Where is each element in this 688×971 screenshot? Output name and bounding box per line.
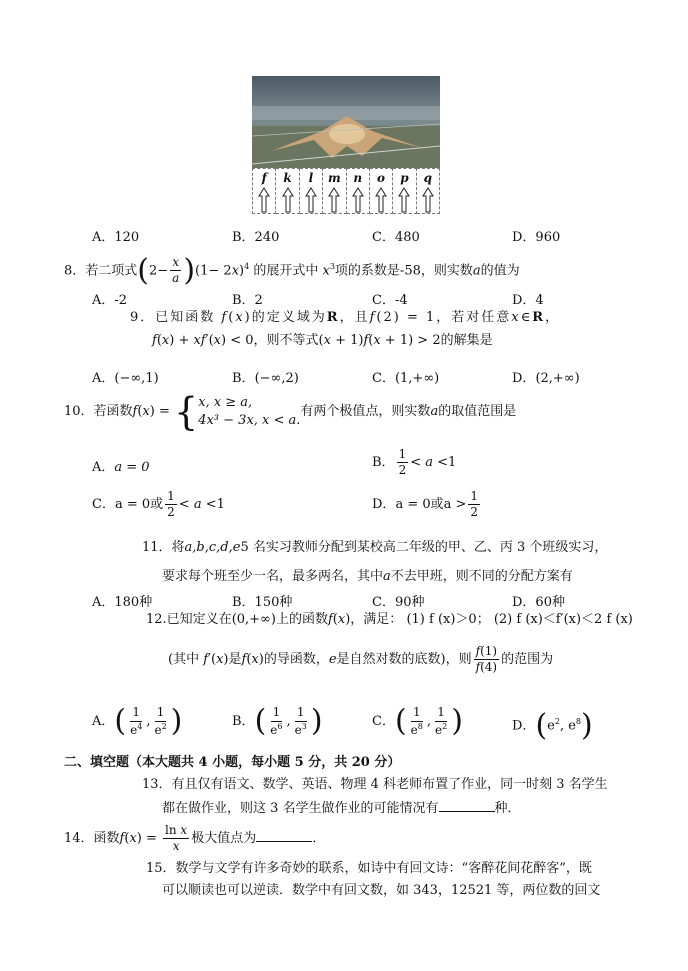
q9-r: R [326, 310, 340, 325]
up-arrow-icon [352, 187, 364, 213]
q10-text: 的取值范围是 [438, 404, 517, 419]
up-arrow-icon [328, 187, 340, 213]
up-arrow-icon [282, 187, 294, 213]
slot-letter: f [261, 171, 267, 185]
q11-option-b: B．150种 [232, 595, 293, 610]
q9-option-a: A．(−∞,1) [92, 371, 159, 386]
q11-option-d: D．60种 [512, 595, 565, 610]
q9-stem-line2: f(x) + xf′(x) < 0，则不等式(x + 1)f(x + 1) > 2的解集是 [152, 333, 493, 348]
q10-option-a: A．a = 0 [92, 460, 150, 475]
q9-text: ，且 [339, 310, 370, 325]
up-arrow-icon [375, 187, 387, 213]
q10-number: 10．若函数 [64, 404, 133, 419]
slot-letter: p [400, 171, 409, 185]
q9-option-c: C．(1,+∞) [372, 371, 440, 386]
q9-text: ，若对任意 [436, 310, 512, 325]
slot-letter: n [353, 171, 363, 185]
slot-row [252, 168, 440, 214]
q13-line1: 13．有且仅有语文、数学、英语、物理 4 科老师布置了作业，同一时刻 3 名学生 [142, 777, 608, 792]
slot [276, 168, 299, 214]
slot-letter: q [423, 171, 432, 185]
q7-option-a: A．120 [92, 230, 140, 245]
q11-stem-line2: 要求每个班至少一名，最多两名，其中a不去甲班，则不同的分配方案有 [162, 569, 573, 584]
q7-option-b: B．240 [232, 230, 280, 245]
up-arrow-icon [422, 187, 434, 213]
slot-letter: l [308, 171, 314, 185]
q9-number: 9．已知函数 [130, 310, 216, 325]
q7-option-c: C．480 [372, 230, 420, 245]
q8-option-c: C．-4 [372, 293, 408, 308]
q12-option-b: B．( $\frac{1}{e^6}$ , $\frac{1}{e^3}$ ) [232, 703, 323, 739]
q12-stem-line1: 12.已知定义在(0,+∞)上的函数f(x)，满足： (1) f (x)＞0； (2) f (x)＜f′(x)＜2 f (x) [146, 612, 633, 627]
q10-option-b: B． $\frac{1}{2}$ < a <1 [372, 447, 457, 478]
q14-stem: 14．函数f(x) = $\frac{\text{ln x}}{x}$ 极大值点为 ． [64, 822, 326, 853]
q11-option-c: C．90种 [372, 595, 425, 610]
up-arrow-icon [258, 187, 270, 213]
q8-text: 的值为 [480, 263, 520, 279]
slot [347, 168, 370, 214]
answer-blank[interactable] [256, 830, 312, 842]
q10-case2: 4x³ − 3x, x < a. [198, 412, 301, 428]
up-arrow-icon [305, 187, 317, 213]
q9-option-b: B．(−∞,2) [232, 371, 299, 386]
slot [370, 168, 393, 214]
q9-text: ， [545, 310, 561, 325]
q9-text: 的解集是 [440, 333, 493, 348]
q11-option-a: A．180种 [92, 595, 153, 610]
slot [323, 168, 346, 214]
section-title: 二、填空题（本大题共 4 小题，每小题 5 分，共 20 分） [64, 755, 401, 770]
q8-text: 的展开式中 [253, 263, 319, 279]
q12-option-d: D．($e^2$, $e^8$) [512, 707, 593, 743]
q8-option-a: A．-2 [92, 293, 128, 308]
slot-letter: o [377, 171, 386, 185]
q9-option-d: D．(2,+∞) [512, 371, 580, 386]
slot-letter: m [327, 171, 341, 185]
q9-text: 的定义域为 [251, 310, 327, 325]
slot [393, 168, 416, 214]
answer-blank[interactable] [439, 800, 495, 812]
q9-stem-line1: 9．已知函数 f(x)的定义域为R，且f(2) = 1，若对任意x∈R， [130, 310, 561, 325]
q10-option-c: C．a = 0或 $\frac{1}{2}$ < a <1 [92, 489, 225, 520]
up-arrow-icon [398, 187, 410, 213]
q10-stem: 10．若函数f(x) = { x, x ≥ a, 4x³ − 3x, x < a. 有两个极值点，则实数a的取值范围是 [64, 389, 517, 434]
slot [252, 168, 276, 214]
q8-option-d: D．4 [512, 293, 544, 308]
q10-text: 有两个极值点，则实数 [300, 404, 431, 419]
q15-line1: 15．数学与文学有许多奇妙的联系，如诗中有回文诗：“客醉花间花醉客”，既 [146, 861, 592, 876]
q10-case1: x, x ≥ a, [198, 394, 253, 410]
q8-number: 8．若二项式 [64, 263, 138, 279]
q15-line2: 可以顺读也可以逆读．数学中有回文数，如 343，12521 等，两位数的回文 [162, 883, 601, 898]
q8-text: 项的系数是-58，则实数 [334, 263, 473, 279]
q13-line2: 都在做作业，则这 3 名学生做作业的可能情况有 种． [162, 801, 521, 816]
q12-option-c: C．( $\frac{1}{e^8}$ , $\frac{1}{e^2}$ ) [372, 703, 463, 739]
slot-letter: k [283, 171, 292, 185]
q7-option-d: D．960 [512, 230, 561, 245]
q9-text: ，则不等式 [253, 333, 319, 348]
q8-stem: 8．若二项式(2− $\frac{x}{a}$ )$(1- 2x)^4$ 的展开式中 $x^3$项的系数是-58，则实数a的值为 [64, 252, 520, 288]
slot [417, 168, 440, 214]
q8-option-b: B．2 [232, 293, 263, 308]
q10-option-d: D．a = 0或a > $\frac{1}{2}$ [372, 489, 479, 520]
q12-option-a: A．( $\frac{1}{e^4}$ , $\frac{1}{e^2}$ ) [92, 703, 183, 739]
slot [300, 168, 323, 214]
q11-stem-line1: 11．将a,b,c,d,e5 名实习教师分配到某校高二年级的甲、乙、丙 3 个班级实习， [142, 540, 608, 555]
airport-photo [252, 76, 440, 168]
q12-stem-line2: (其中 f′(x)是f(x)的导函数，e是自然对数的底数)，则 $\frac{f(1)}{f(4)}$ 的范围为 [168, 643, 554, 674]
